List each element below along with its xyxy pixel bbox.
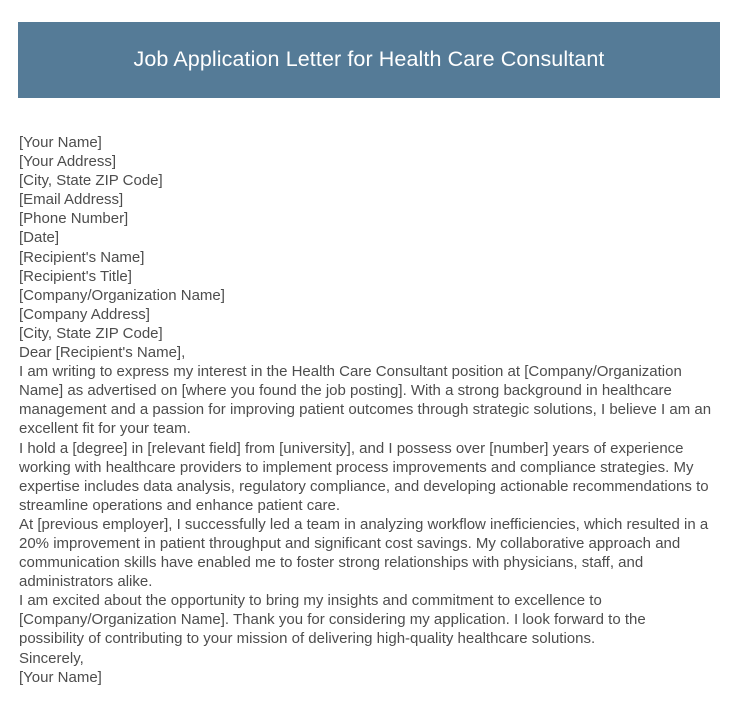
body-paragraph-3: At [previous employer], I successfully led a team in analyzing workflow inefficiencies, which resulted in a 20% improvement in patient throughput and significant cost savings. My collaborative approach and communication skills have enabled me to foster strong relationships with physicians, staff, and administrators alike. bbox=[19, 515, 709, 591]
body-paragraph-1: I am writing to express my interest in the Health Care Consultant position at [Company/Organization Name] as advertised on [where you found the job posting]. With a strong background in healthcare management and a passion for improving patient outcomes through strategic solutions, I believe I am an excellent fit for your team. bbox=[19, 363, 712, 438]
sender-line-email: [Email Address] bbox=[19, 191, 124, 209]
sender-line-date: [Date] bbox=[19, 229, 60, 247]
recipient-line-city: [City, State ZIP Code] bbox=[19, 324, 163, 342]
page-title: Job Application Letter for Health Care Consultant bbox=[133, 47, 605, 72]
signature-line: [Your Name] bbox=[19, 668, 102, 686]
recipient-line-address: [Company Address] bbox=[19, 305, 150, 323]
title-banner bbox=[18, 22, 720, 98]
closing-line: Sincerely, bbox=[19, 649, 84, 667]
sender-line-phone: [Phone Number] bbox=[19, 210, 129, 228]
body-paragraph-4: I am excited about the opportunity to bring my insights and commitment to excellence to [Company/Organization Name]. Thank you for considering my application. I look forward to the possibility of contributing to your mission of delivering high-quality healthcare solutions. bbox=[19, 592, 646, 648]
body-paragraph-2: I hold a [degree] in [relevant field] from [university], and I possess over [number] years of experience working with healthcare providers to implement process improvements and compliance strategies. My expertise includes data analysis, regulatory compliance, and developing actionable recommendations to streamline operations and enhance patient care. bbox=[19, 439, 709, 514]
sender-line-name: [Your Name] bbox=[19, 134, 102, 151]
recipient-line-name: [Recipient's Name] bbox=[19, 248, 145, 266]
sender-line-city: [City, State ZIP Code] bbox=[19, 172, 163, 190]
recipient-line-title: [Recipient's Title] bbox=[19, 267, 132, 285]
recipient-line-company: [Company/Organization Name] bbox=[19, 286, 225, 304]
sender-line-address: [Your Address] bbox=[19, 153, 117, 171]
salutation: Dear [Recipient's Name], bbox=[19, 344, 186, 362]
letter-body bbox=[19, 133, 713, 687]
